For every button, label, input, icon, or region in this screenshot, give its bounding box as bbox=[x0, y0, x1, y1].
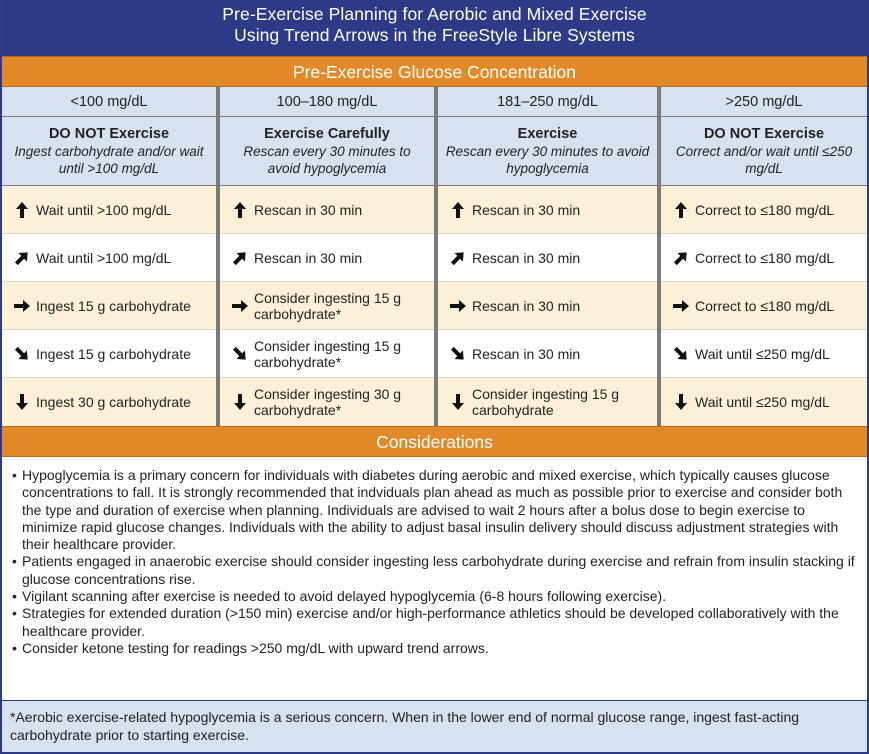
arrow-down-right-icon bbox=[14, 345, 30, 363]
recommendation-cell bbox=[2, 117, 216, 186]
trend-row-cell bbox=[220, 378, 434, 426]
recommendation-cell bbox=[661, 117, 867, 186]
trend-row-text: Consider ingesting 15 g carbohydrate* bbox=[254, 337, 402, 370]
range-header: <100 mg/dL bbox=[2, 87, 216, 117]
considerations-list-container bbox=[2, 457, 867, 663]
arrow-down-right-icon bbox=[450, 345, 466, 363]
trend-row-cell bbox=[661, 234, 867, 282]
trend-row-text: Rescan in 30 min bbox=[472, 345, 581, 362]
title-band bbox=[2, 0, 867, 56]
recommendation-title: DO NOT Exercise bbox=[48, 125, 170, 142]
considerations-list bbox=[12, 467, 857, 657]
arrow-up-right-icon bbox=[673, 249, 689, 267]
trend-row-cell bbox=[2, 330, 216, 378]
trend-row-text: Ingest 30 g carbohydrate bbox=[36, 394, 191, 410]
trend-row-cell bbox=[661, 186, 867, 234]
arrow-down-icon bbox=[450, 393, 466, 411]
trend-row-text: Consider ingesting 15 g carbohydrate bbox=[472, 386, 620, 418]
recommendation-title: DO NOT Exercise bbox=[703, 125, 825, 142]
trend-row-text: Wait until >100 mg/dL bbox=[36, 249, 172, 266]
recommendation-subtitle: Rescan every 30 minutes to avoid hypoglycemia bbox=[445, 143, 650, 176]
trend-row-text: Correct to ≤180 mg/dL bbox=[695, 249, 835, 266]
glucose-section-header: Pre-Exercise Glucose Concentration bbox=[2, 56, 867, 87]
trend-row-text: Rescan in 30 min bbox=[472, 249, 581, 266]
arrow-up-icon bbox=[673, 201, 689, 219]
trend-row-cell bbox=[220, 186, 434, 234]
trend-row-cell bbox=[220, 330, 434, 378]
trend-arrow-table bbox=[2, 87, 867, 426]
trend-row-cell bbox=[220, 234, 434, 282]
trend-row-cell bbox=[438, 330, 657, 378]
arrow-up-icon bbox=[232, 201, 248, 219]
range-header: 100–180 mg/dL bbox=[220, 87, 434, 117]
trend-row-text: Correct to ≤180 mg/dL bbox=[695, 201, 835, 218]
title-line-2: Using Trend Arrows in the FreeStyle Libre Systems bbox=[234, 25, 635, 45]
arrow-up-right-icon bbox=[450, 249, 466, 267]
trend-row-cell bbox=[2, 378, 216, 426]
arrow-right-icon bbox=[450, 297, 466, 315]
consideration-item: • Vigilant scanning after exercise is needed to avoid delayed hypoglycemia (6-8 hours following exercise). bbox=[12, 588, 857, 605]
trend-row-cell bbox=[438, 186, 657, 234]
arrow-down-right-icon bbox=[232, 345, 248, 363]
trend-row-cell bbox=[2, 234, 216, 282]
trend-row-cell bbox=[661, 282, 867, 330]
trend-row-cell bbox=[438, 378, 657, 426]
arrow-down-icon bbox=[14, 393, 30, 411]
trend-row-cell bbox=[220, 282, 434, 330]
arrow-up-right-icon bbox=[232, 249, 248, 267]
arrow-right-icon bbox=[14, 297, 30, 315]
trend-row-text: Correct to ≤180 mg/dL bbox=[695, 297, 835, 314]
arrow-up-icon bbox=[450, 201, 466, 219]
range-header: 181–250 mg/dL bbox=[438, 87, 657, 117]
recommendation-cell bbox=[220, 117, 434, 186]
trend-row-text: Rescan in 30 min bbox=[254, 201, 363, 218]
trend-row-cell bbox=[2, 186, 216, 234]
trend-row-cell bbox=[661, 378, 867, 426]
trend-row-text: Wait until >100 mg/dL bbox=[36, 201, 172, 218]
trend-row-text: Rescan in 30 min bbox=[254, 249, 363, 266]
consideration-item: • Hypoglycemia is a primary concern for individuals with diabetes during aerobic and mixed exercise, which typically causes glucose concentrations to fall. It is strongly recommended that indviduals plan ahead as much as possible prior to exercise and consider both the type and duration of exercise when planning. Individuals are advised to wait 2 hours after a bolus dose to begin exercise to minimize rapid glucose changes. Individuals with the ability to adjust basal insulin delivery should discuss adjustment strategies with their healthcare provider. bbox=[12, 467, 857, 553]
arrow-down-right-icon bbox=[673, 345, 689, 363]
arrow-up-right-icon bbox=[14, 249, 30, 267]
trend-row-cell bbox=[438, 234, 657, 282]
arrow-right-icon bbox=[673, 297, 689, 315]
arrow-right-icon bbox=[232, 297, 248, 315]
title-line-1: Pre-Exercise Planning for Aerobic and Mixed Exercise bbox=[222, 4, 647, 24]
arrow-up-icon bbox=[14, 201, 30, 219]
recommendation-title: Exercise bbox=[517, 125, 578, 142]
trend-row-cell bbox=[438, 282, 657, 330]
trend-row-text: Ingest 15 g carbohydrate bbox=[36, 345, 191, 362]
recommendation-title: Exercise Carefully bbox=[264, 125, 390, 142]
range-header: >250 mg/dL bbox=[661, 87, 867, 117]
trend-row-text: Consider ingesting 15 g carbohydrate* bbox=[254, 289, 402, 322]
trend-row-text: Rescan in 30 min bbox=[472, 201, 581, 218]
arrow-down-icon bbox=[232, 393, 248, 411]
trend-row-text: Wait until ≤250 mg/dL bbox=[695, 394, 830, 410]
considerations-section-header: Considerations bbox=[2, 426, 867, 457]
consideration-item: • Patients engaged in anaerobic exercise should consider ingesting less carbohydrate during exercise and refrain from insulin stacking if glucose concentrations rise. bbox=[12, 553, 857, 588]
footnote: *Aerobic exercise-related hypoglycemia is a serious concern. When in the lower end of normal glucose range, ingest fast-acting carbohydrate prior to starting exercise. bbox=[2, 700, 867, 752]
trend-row-text: Rescan in 30 min bbox=[472, 297, 581, 314]
recommendation-subtitle: Ingest carbohydrate and/or wait until >100 mg/dL bbox=[14, 143, 204, 176]
consideration-item: • Consider ketone testing for readings >250 mg/dL with upward trend arrows. bbox=[12, 640, 857, 657]
recommendation-cell bbox=[438, 117, 657, 186]
trend-row-cell bbox=[661, 330, 867, 378]
trend-row-cell bbox=[2, 282, 216, 330]
arrow-down-icon bbox=[673, 393, 689, 411]
consideration-item: • Strategies for extended duration (>150 min) exercise and/or high-performance athletics should be developed collaboratively with the healthcare provider. bbox=[12, 605, 857, 640]
recommendation-subtitle: Correct and/or wait until ≤250 mg/dL bbox=[675, 143, 853, 176]
trend-row-text: Wait until ≤250 mg/dL bbox=[695, 345, 830, 362]
trend-row-text: Ingest 15 g carbohydrate bbox=[36, 297, 191, 314]
trend-row-text: Consider ingesting 30 g carbohydrate* bbox=[254, 386, 402, 418]
recommendation-subtitle: Rescan every 30 minutes to avoid hypoglycemia bbox=[243, 143, 411, 176]
